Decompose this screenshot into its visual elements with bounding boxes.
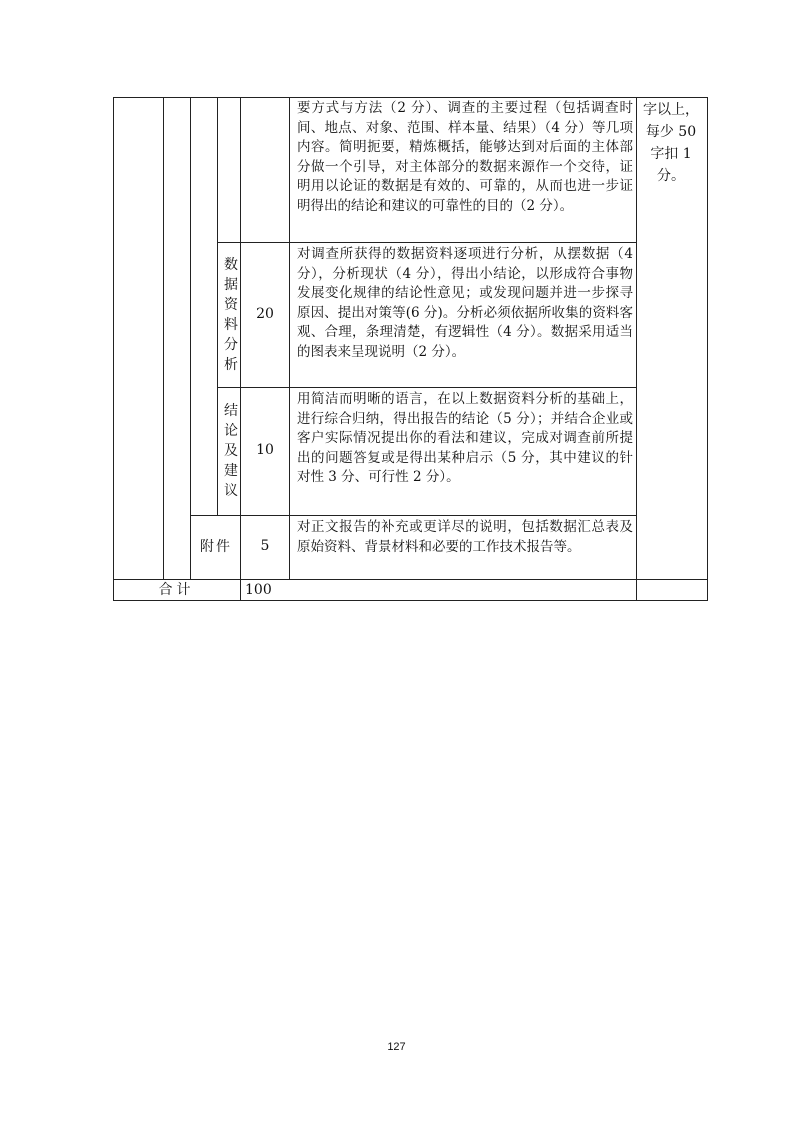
- column-divider: [190, 97, 191, 580]
- row-divider: [113, 579, 708, 580]
- column-divider: [217, 97, 218, 516]
- description-cell: 对调查所获得的数据资料逐项进行分析，从摆数据（4 分），分析现状（4 分），得出小结论，以形成符合事物发展变化规律的结论性意见；或发现问题并进一步探寻原因、提出对策等(6 分)。分析必须依据所收集的资料客观、合理，条理清楚，有逻辑性（4 分）。数据采用适当的图表来呈现说明（2 分）。: [297, 246, 633, 360]
- total-label: 合计: [158, 582, 195, 598]
- column-divider: [163, 97, 164, 580]
- item-cell: 数据资料分析: [224, 257, 238, 373]
- score-cell: 20: [256, 306, 274, 322]
- table-top-border: [113, 97, 708, 98]
- remark-cell: 字以上，每少 50 字扣 1 分。: [643, 102, 699, 184]
- table-left-border: [113, 97, 114, 601]
- total-score: 100: [245, 582, 272, 598]
- score-cell: 5: [260, 538, 270, 554]
- description-cell: 要方式与方法（2 分）、调查的主要过程（包括调查时间、地点、对象、范围、样本量、结果）（4 分）等几项内容。简明扼要，精炼概括，能够达到对后面的主体部分做一个引导，对主体部分的数据来源作一个交待，证明用以论证的数据是有效的、可靠的，从而也进一步证明得出的结论和建议的可靠性的目的（2 分）。: [297, 100, 633, 214]
- row-divider: [217, 242, 636, 243]
- row-divider: [190, 515, 636, 516]
- item-cell: 附件: [200, 539, 232, 555]
- column-divider: [289, 97, 290, 580]
- page-number: 127: [387, 1041, 406, 1053]
- description-cell: 用简洁而明晰的语言，在以上数据资料分析的基础上，进行综合归纳，得出报告的结论（5 分）；并结合企业或客户实际情况提出你的看法和建议，完成对调查前所提出的问题答复或是得出某种启示（5 分，其中建议的针对性 3 分、可行性 2 分）。: [297, 391, 633, 485]
- score-cell: 10: [256, 442, 274, 458]
- column-divider: [240, 97, 241, 601]
- row-divider: [217, 387, 636, 388]
- column-divider: [636, 97, 637, 601]
- table-bottom-border: [113, 600, 708, 601]
- table-right-border: [707, 97, 708, 601]
- description-cell: 对正文报告的补充或更详尽的说明，包括数据汇总表及原始资料、背景材料和必要的工作技术报告等。: [297, 519, 633, 555]
- item-cell: 结论及建议: [224, 403, 238, 499]
